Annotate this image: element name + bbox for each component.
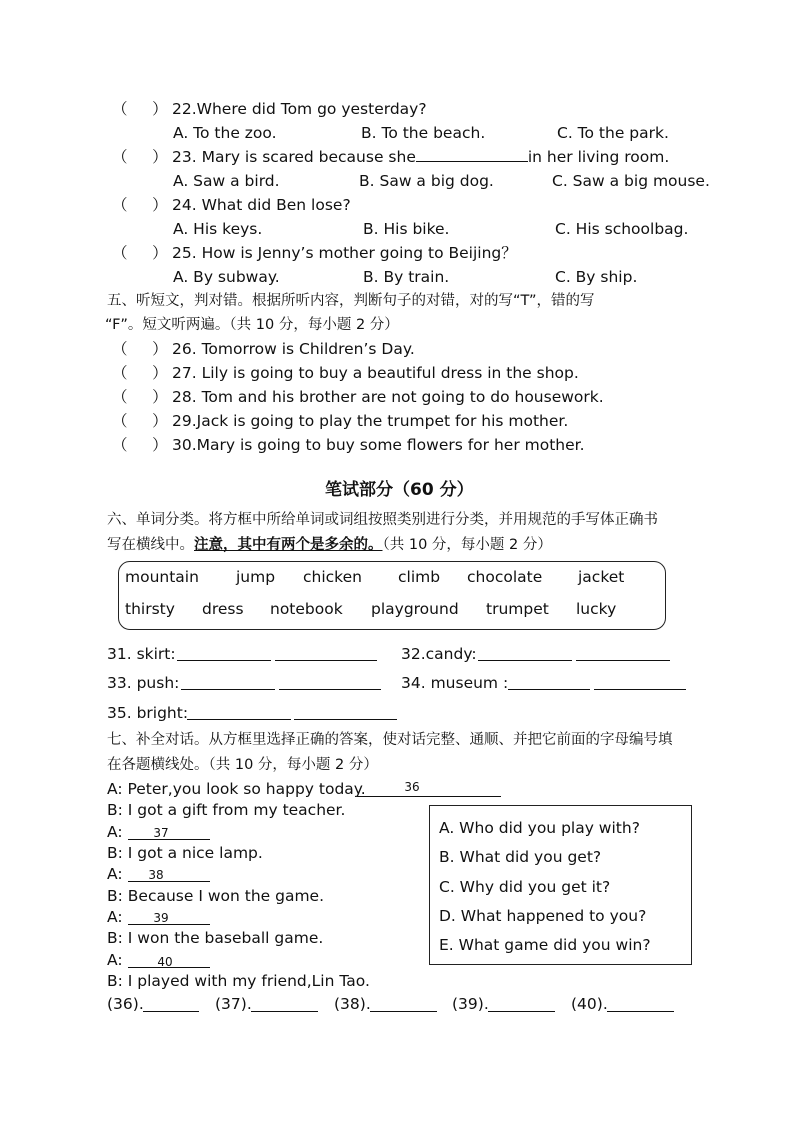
answer-paren[interactable]: （ ） [112, 412, 168, 430]
dialog-line: B: Because I won the game. [107, 887, 325, 905]
answer-line[interactable] [279, 689, 381, 690]
answer-line[interactable] [607, 1011, 674, 1012]
question-32-label: 32.candy: [401, 645, 477, 663]
answer-label-40: (40). [571, 995, 608, 1013]
answer-paren[interactable]: （ ） [112, 388, 168, 406]
word-playground: playground [371, 600, 459, 618]
dialog-line: B: I got a gift from my teacher. [107, 801, 346, 819]
word-trumpet: trumpet [486, 600, 549, 618]
answer-paren[interactable]: （ ） [112, 100, 168, 118]
word-jump: jump [236, 568, 276, 586]
section6-instructions-line1: 六、单词分类。将方框中所给单词或词组按照类别进行分类，并用规范的手写体正确书 [107, 512, 658, 528]
note-emphasis: 注意，其中有两个是多余的。 [194, 537, 383, 553]
answer-line[interactable] [478, 660, 572, 661]
answer-line[interactable] [508, 689, 590, 690]
word-thirsty: thirsty [125, 600, 175, 618]
answer-line[interactable] [594, 689, 686, 690]
option-a: A. Saw a bird. [173, 172, 280, 190]
question-33-label: 33. push: [107, 674, 180, 692]
blank-number: 39 [153, 911, 169, 925]
option-b: B. Saw a big dog. [359, 172, 494, 190]
dialog-line: A: Peter,you look so happy today. [107, 780, 366, 798]
question-31-label: 31. skirt: [107, 645, 176, 663]
option-b: B. By train. [363, 268, 450, 286]
word-dress: dress [202, 600, 244, 618]
answer-line[interactable] [294, 719, 397, 720]
instr-text: 写在横线中。 [107, 537, 194, 553]
dialog-line: B: I played with my friend,Lin Tao. [107, 972, 370, 990]
word-jacket: jacket [578, 568, 625, 586]
statement-28: 28. Tom and his brother are not going to do housework. [172, 388, 604, 406]
option-a: A. Who did you play with? [439, 819, 640, 837]
section7-instructions-line2: 在各题横线处。（共 10 分，每小题 2 分） [107, 757, 378, 773]
dialog-line: B: I won the baseball game. [107, 929, 324, 947]
option-c: C. His schoolbag. [555, 220, 689, 238]
statement-29: 29.Jack is going to play the trumpet for his mother. [172, 412, 569, 430]
option-b: B. His bike. [363, 220, 450, 238]
question-22: 22.Where did Tom go yesterday? [172, 100, 427, 118]
question-35-label: 35. bright: [107, 704, 189, 722]
dialog-line: A: [107, 865, 123, 883]
statement-27: 27. Lily is going to buy a beautiful dress in the shop. [172, 364, 579, 382]
option-b: B. To the beach. [361, 124, 486, 142]
option-a: A. By subway. [173, 268, 280, 286]
word-notebook: notebook [270, 600, 343, 618]
option-c: C. To the park. [557, 124, 669, 142]
answer-paren[interactable]: （ ） [112, 340, 168, 358]
question-23-post: in her living room. [527, 148, 670, 166]
instr-score: （共 10 分，每小题 2 分） [382, 537, 552, 553]
word-chocolate: chocolate [467, 568, 543, 586]
question-34-label: 34. museum : [401, 674, 509, 692]
answer-line[interactable] [275, 660, 377, 661]
fill-blank[interactable] [416, 147, 528, 162]
answer-label-36: (36). [107, 995, 144, 1013]
option-d: D. What happened to you? [439, 907, 647, 925]
answer-line[interactable] [181, 689, 275, 690]
answer-label-37: (37). [215, 995, 252, 1013]
option-b: B. What did you get? [439, 848, 602, 866]
word-lucky: lucky [576, 600, 617, 618]
blank-number: 36 [404, 780, 420, 794]
answer-paren[interactable]: （ ） [112, 364, 168, 382]
blank-number: 40 [157, 955, 173, 969]
answer-line[interactable] [177, 660, 271, 661]
question-24: 24. What did Ben lose? [172, 196, 351, 214]
word-climb: climb [398, 568, 441, 586]
answer-paren[interactable]: （ ） [112, 436, 168, 454]
option-a: A. To the zoo. [173, 124, 277, 142]
dialog-line: A: [107, 823, 123, 841]
section6-instructions-line2 [107, 535, 552, 555]
section7-instructions-line1: 七、补全对话。从方框里选择正确的答案，使对话完整、通顺、并把它前面的字母编号填 [107, 732, 673, 748]
question-23 [172, 147, 669, 167]
answer-line[interactable] [370, 1011, 437, 1012]
answer-line[interactable] [357, 796, 501, 797]
dialog-line: A: [107, 908, 123, 926]
question-23-pre: 23. Mary is scared because she [172, 148, 416, 166]
option-a: A. His keys. [173, 220, 263, 238]
question-25: 25. How is Jenny’s mother going to Beijing？ [172, 244, 517, 262]
answer-label-38: (38). [334, 995, 371, 1013]
answer-label-39: (39). [452, 995, 489, 1013]
dialog-line: A: [107, 951, 123, 969]
section5-instructions-line1: 五、听短文，判对错。根据所听内容，判断句子的对错，对的写“T”，错的写 [107, 293, 595, 309]
blank-number: 38 [148, 868, 164, 882]
option-c: C. Saw a big mouse. [552, 172, 710, 190]
written-part-title: 笔试部分（60 分） [325, 480, 474, 500]
answer-line[interactable] [143, 1011, 199, 1012]
blank-number: 37 [153, 826, 169, 840]
statement-30: 30.Mary is going to buy some flowers for her mother. [172, 436, 585, 454]
answer-paren[interactable]: （ ） [112, 148, 168, 166]
answer-paren[interactable]: （ ） [112, 196, 168, 214]
statement-26: 26. Tomorrow is Children’s Day. [172, 340, 415, 358]
answer-line[interactable] [187, 719, 291, 720]
word-mountain: mountain [125, 568, 199, 586]
answer-paren[interactable]: （ ） [112, 244, 168, 262]
option-c: C. By ship. [555, 268, 638, 286]
dialog-line: B: I got a nice lamp. [107, 844, 263, 862]
section5-instructions-line2: “F”。短文听两遍。（共 10 分，每小题 2 分） [105, 317, 399, 333]
option-c: C. Why did you get it? [439, 878, 611, 896]
option-e: E. What game did you win? [439, 936, 651, 954]
answer-line[interactable] [251, 1011, 318, 1012]
answer-line[interactable] [488, 1011, 555, 1012]
word-chicken: chicken [303, 568, 362, 586]
answer-line[interactable] [576, 660, 670, 661]
